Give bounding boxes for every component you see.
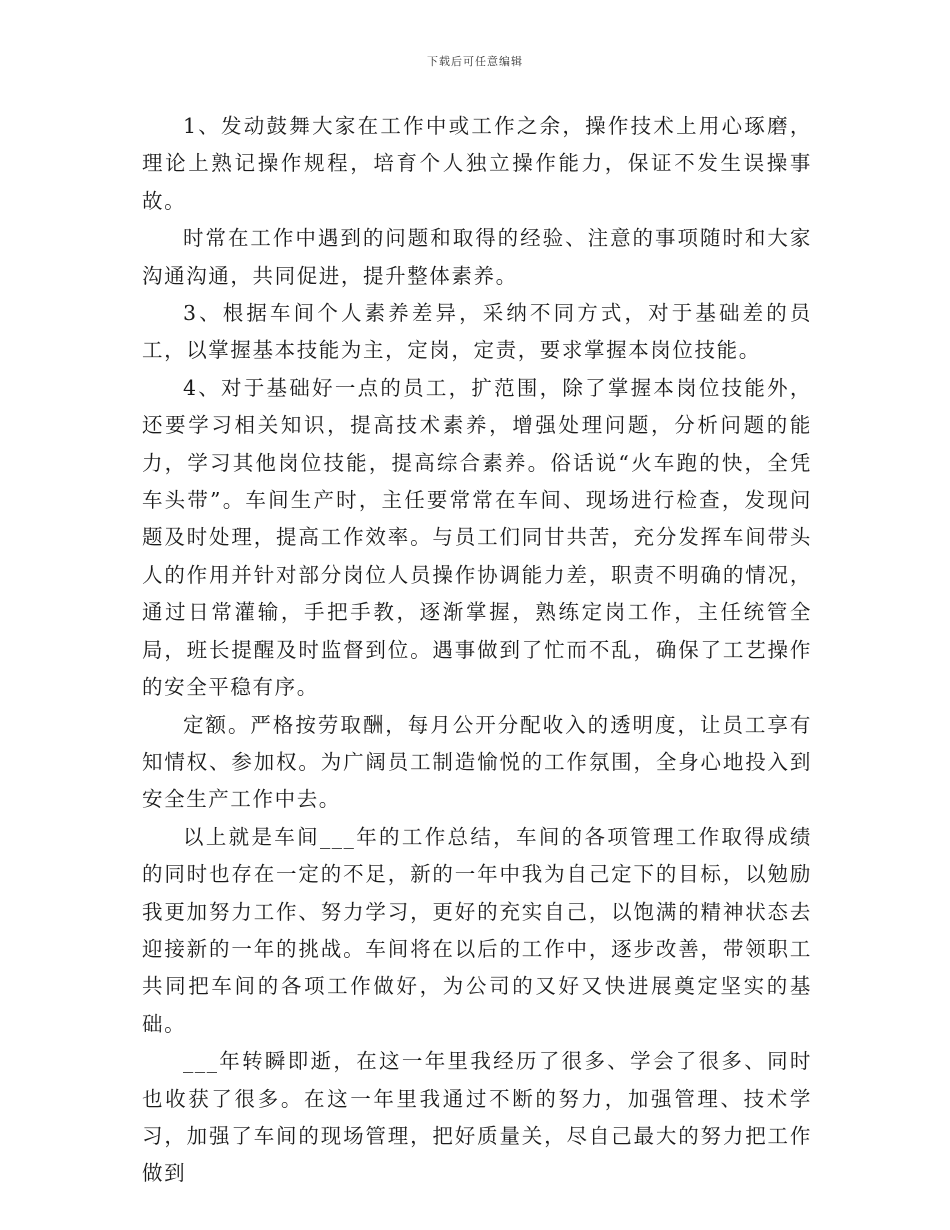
paragraph-6: 以上就是车间___年的工作总结，车间的各项管理工作取得成绩的同时也存在一定的不足，新的一年中我为自己定下的目标，以勉励我更加努力工作、努力学习，更好的充实自己，以饱满的精神状态去迎接新的一年的挑战。车间将在以后的工作中，逐步改善，带领职工共同把车间的各项工作做好，为公司的又好又快进展奠定坚实的基础。 — [142, 824, 812, 1036]
paragraph-3: 3、根据车间个人素养差异，采纳不同方式，对于基础差的员工，以掌握基本技能为主，定岗，定责，要求掌握本岗位技能。 — [142, 301, 812, 363]
document-body — [142, 108, 812, 1193]
paragraph-4: 4、对于基础好一点的员工，扩范围，除了掌握本岗位技能外，还要学习相关知识，提高技术素养，增强处理问题，分析问题的能力，学习其他岗位技能，提高综合素养。俗话说“火车跑的快，全凭车头带”。车间生产时，主任要常常在车间、现场进行检查，发现问题及时处理，提高工作效率。与员工们同甘共苦，充分发挥车间带头人的作用并针对部分岗位人员操作协调能力差，职责不明确的情况，通过日常灌输，手把手教，逐渐掌握，熟练定岗工作，主任统管全局，班长提醒及时监督到位。遇事做到了忙而不乱，确保了工艺操作的安全平稳有序。 — [142, 375, 812, 700]
paragraph-7: ___年转瞬即逝，在这一年里我经历了很多、学会了很多、同时也收获了很多。在这一年里我通过不断的努力，加强管理、技术学习，加强了车间的现场管理，把好质量关，尽自己最大的努力把工作做到 — [142, 1049, 812, 1186]
paragraph-1: 1、发动鼓舞大家在工作中或工作之余，操作技术上用心琢磨，理论上熟记操作规程，培育个人独立操作能力，保证不发生误操事故。 — [142, 114, 812, 213]
paragraph-2: 时常在工作中遇到的问题和取得的经验、注意的事项随时和大家沟通沟通，共同促进，提升整体素养。 — [142, 226, 812, 288]
page-header: 下载后可任意编辑 — [427, 55, 523, 68]
paragraph-5: 定额。严格按劳取酬，每月公开分配收入的透明度，让员工享有知情权、参加权。为广阔员工制造愉悦的工作氛围，全身心地投入到安全生产工作中去。 — [142, 712, 812, 812]
